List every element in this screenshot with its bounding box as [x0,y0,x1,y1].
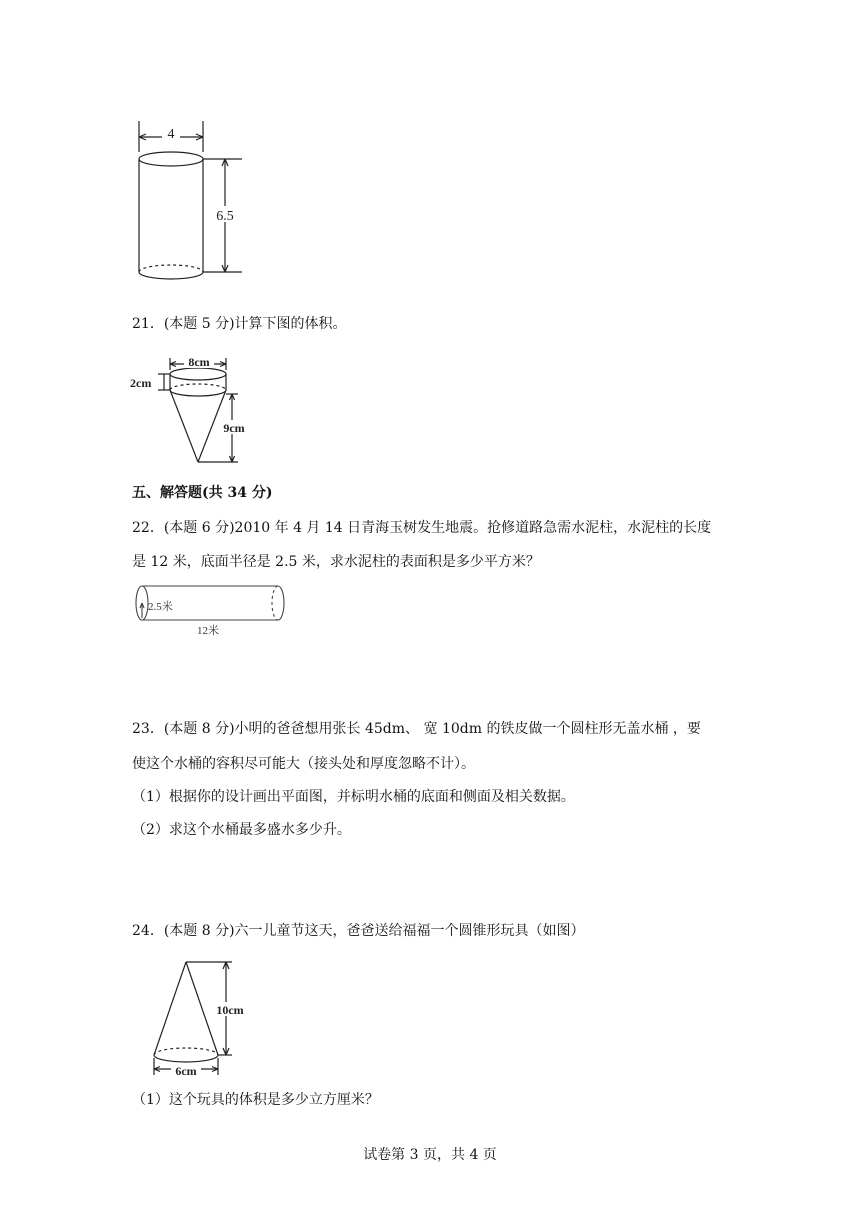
q23-line2: 使这个水桶的容积尽可能大（接头处和厚度忽略不计）。 [132,756,475,772]
q21-text: 21．(本题 5 分)计算下图的体积。 [132,316,347,332]
q23-sub1: （1）根据你的设计画出平面图，并标明水桶的底面和侧面及相关数据。 [132,789,575,805]
q22-line2: 是 12 米，底面半径是 2.5 米，求水泥柱的表面积是多少平方米？ [132,554,540,570]
q24-sub1: （1）这个玩具的体积是多少立方厘米？ [132,1092,379,1108]
q21-cone-height-label: 9cm [223,421,245,435]
section-title: 五、解答题(共 34 分) [132,485,273,501]
cylinder-diameter-label: 4 [167,127,175,142]
cylinder-figure [128,116,258,286]
page-footer: 试卷第 3 页，共 4 页 [363,1147,497,1163]
q21-width-label: 8cm [188,355,210,369]
pillar-length-label: 12米 [197,625,219,637]
cone-height-label: 10cm [216,1003,244,1017]
q22-line1: 22．(本题 6 分)2010 年 4 月 14 日青海玉树发生地震。抢修道路急需水泥柱，水泥柱的长度 [132,520,712,536]
cone-toy-figure [146,954,256,1080]
q21-cylinder-height-label: 2cm [130,376,152,390]
cylinder-height-label: 6.5 [216,209,234,224]
cement-pillar-figure [132,582,292,640]
q23-line1: 23．(本题 8 分)小明的爸爸想用张长 45dm、 宽 10dm 的铁皮做一个圆柱形无盖水桶 ，要 [132,721,701,737]
cylinder-cone-figure [128,352,258,466]
q24-line1: 24．(本题 8 分)六一儿童节这天，爸爸送给福福一个圆锥形玩具（如图） [132,923,585,939]
q23-sub2: （2）求这个水桶最多盛水多少升。 [132,822,351,838]
pillar-radius-label: 2.5米 [148,601,173,613]
cone-base-label: 6cm [175,1064,197,1078]
